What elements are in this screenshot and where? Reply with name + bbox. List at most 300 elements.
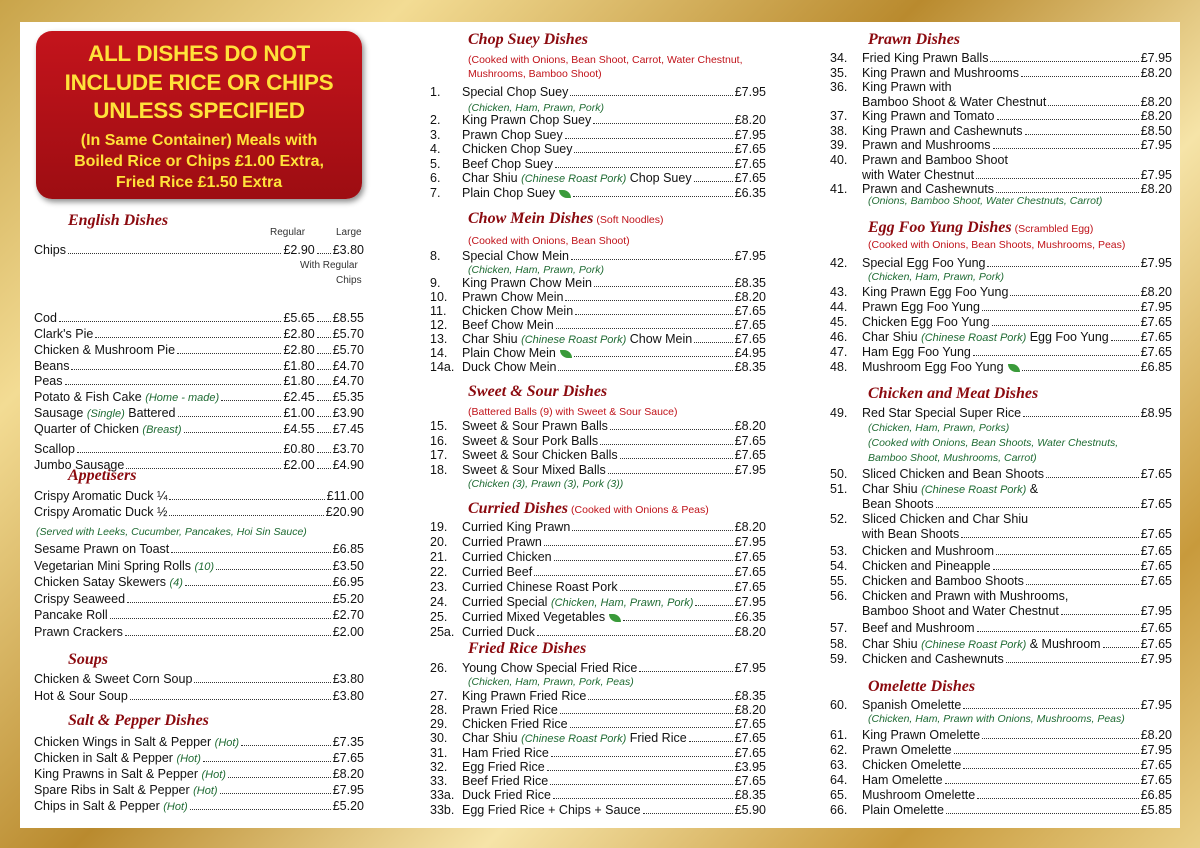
item-price: £6.35 — [734, 610, 766, 624]
item-name-text: Special Chow Mein — [462, 249, 569, 263]
menu-paper — [20, 22, 1180, 828]
item-name — [462, 186, 571, 201]
item-name-text: Chicken Omelette — [862, 758, 962, 772]
dot-leader — [565, 300, 732, 301]
section-title-chicken-meat: Chicken and Meat Dishes — [868, 385, 1039, 402]
item-number: 64. — [830, 773, 848, 787]
item-name — [862, 803, 944, 818]
dot-leader — [317, 432, 331, 433]
section-title-soups: Soups — [68, 651, 109, 668]
item-name-text: Spare Ribs in Salt & Pepper — [34, 783, 190, 797]
menu-item-row — [34, 783, 364, 798]
item-name — [34, 735, 239, 751]
menu-item-row — [34, 689, 364, 704]
menu-item-row — [430, 448, 766, 463]
item-name-text: Red Star Special Super Rice — [862, 406, 1022, 420]
item-name-text: Pancake Roll — [34, 608, 108, 622]
item-price: £7.65 — [734, 717, 766, 731]
item-number: 14. — [430, 346, 448, 360]
dot-leader — [643, 813, 733, 814]
item-price: £6.85 — [1140, 360, 1172, 374]
item-number: 66. — [830, 803, 848, 817]
item-price: £8.20 — [734, 625, 766, 639]
dot-leader — [177, 353, 281, 354]
item-price: £5.90 — [734, 803, 766, 817]
item-extra: (Chinese Roast Pork) — [921, 332, 1027, 344]
dot-leader — [556, 328, 733, 329]
item-price: £7.65 — [734, 580, 766, 594]
item-name-text: Prawn Chop Suey — [462, 128, 563, 142]
menu-item-row — [430, 85, 766, 100]
item-name — [862, 406, 1021, 421]
item-number: 33. — [430, 774, 448, 788]
item-price: £8.20 — [734, 520, 766, 534]
price-regular: £2.80 — [283, 327, 315, 341]
item-name-text: Prawn Egg Foo Yung — [862, 300, 980, 314]
item-number: 44. — [830, 300, 848, 314]
item-number: 42. — [830, 256, 848, 270]
item-price: £6.85 — [1140, 788, 1172, 802]
item-number: 41. — [830, 181, 848, 196]
price-large: £4.70 — [332, 359, 364, 373]
item-price: £7.65 — [734, 332, 766, 346]
item-name-text: Prawn Chow Mein — [462, 290, 564, 304]
dot-leader — [570, 95, 732, 96]
item-name-text: King Prawn and Mushrooms — [862, 65, 1020, 80]
item-number: 22. — [430, 565, 448, 579]
item-number: 38. — [830, 123, 848, 138]
item-price: £8.20 — [1140, 728, 1172, 742]
dot-leader — [317, 353, 331, 354]
item-name — [862, 728, 980, 743]
price-large: £3.90 — [332, 406, 364, 420]
menu-item-row — [34, 559, 364, 574]
item-price: £7.65 — [1140, 773, 1172, 787]
item-name — [862, 315, 990, 330]
item-name-text: Chicken & Sweet Corn Soup — [34, 672, 193, 686]
chow-mein-sub-1: (Chicken, Ham, Prawn, Pork) — [468, 264, 604, 276]
price-regular: £2.00 — [283, 458, 315, 472]
item-name — [462, 346, 572, 361]
item-name-text: Char Shiu — [862, 637, 918, 651]
item-name-text: King Prawn Omelette — [862, 728, 981, 742]
item-number: 24. — [430, 595, 448, 609]
egg-foo-title: Egg Foo Yung Dishes — [868, 219, 1012, 236]
dot-leader — [178, 416, 282, 417]
item-number: 6. — [430, 171, 441, 185]
dot-leader — [228, 777, 331, 778]
item-name-text: Potato & Fish Cake — [34, 390, 142, 404]
item-name-text: Curried Mixed Vegetables — [462, 610, 606, 624]
item-price: £7.95 — [332, 783, 364, 797]
item-extra: (Hot) — [163, 801, 188, 813]
item-price: £7.65 — [1140, 315, 1172, 329]
dot-leader — [65, 384, 282, 385]
item-name — [462, 731, 687, 747]
item-price: £7.65 — [734, 157, 766, 171]
dot-leader — [241, 745, 331, 746]
item-name — [34, 458, 124, 473]
item-number: 56. — [830, 589, 848, 603]
item-name — [34, 575, 183, 591]
item-name-text: Char Shiu — [462, 171, 518, 185]
item-price: £7.65 — [734, 774, 766, 788]
item-name-text: Mushroom Egg Foo Yung — [862, 360, 1004, 374]
dot-leader — [544, 545, 733, 546]
price-large: £4.70 — [332, 374, 364, 388]
item-name-text: Prawn Omelette — [862, 743, 952, 757]
dot-leader — [216, 569, 331, 570]
chow-mein-note: (Cooked with Onions, Bean Shoot) — [468, 235, 630, 247]
menu-item-row — [34, 799, 364, 814]
item-price: £8.20 — [1140, 65, 1172, 80]
item-price: £6.35 — [734, 186, 766, 200]
item-name-text: Vegetarian Mini Spring Rolls — [34, 558, 192, 573]
item-name — [34, 542, 169, 557]
item-price: £7.65 — [734, 318, 766, 332]
item-name-text: Chips in Salt & Pepper — [34, 799, 160, 813]
item-number: 5. — [430, 157, 441, 171]
dot-leader — [961, 537, 1138, 538]
item-price: £8.20 — [1140, 109, 1172, 123]
dot-leader — [1046, 477, 1139, 478]
item-name — [34, 799, 188, 815]
menu-item-row — [430, 610, 766, 625]
menu-item-row — [830, 66, 1172, 81]
menu-item-row — [830, 482, 1172, 497]
dot-leader — [639, 671, 732, 672]
item-name-suffix: Chop Suey — [629, 171, 692, 185]
item-name — [462, 788, 551, 803]
dot-leader — [1010, 295, 1138, 296]
item-name-line2: with Water Chestnut — [862, 167, 975, 182]
menu-item-row — [34, 608, 364, 623]
dot-leader — [555, 167, 733, 168]
banner-line-4: (In Same Container) Meals with — [80, 131, 318, 149]
item-price: £3.50 — [332, 558, 364, 573]
menu-item-row — [830, 589, 1172, 604]
menu-item-row — [430, 746, 766, 761]
chop-suey-note-2: Mushrooms, Bamboo Shoot) — [468, 68, 602, 80]
dot-leader — [1061, 614, 1139, 615]
menu-item-row — [430, 625, 766, 640]
curried-title: Curried Dishes — [468, 500, 569, 517]
menu-item-row — [430, 595, 766, 610]
item-number: 26. — [430, 661, 448, 675]
menu-item-row — [430, 788, 766, 803]
menu-item-row — [830, 544, 1172, 559]
item-name — [34, 327, 93, 342]
item-name-text: Quarter of Chicken — [34, 422, 139, 436]
dot-leader — [695, 605, 732, 606]
item-name-suffix: & Mushroom — [1029, 637, 1101, 651]
item-name-text: King Prawn with — [862, 80, 952, 94]
item-name-text: Chicken & Mushroom Pie — [34, 343, 176, 357]
section-title-english: English Dishes — [68, 212, 169, 229]
item-name — [862, 182, 994, 197]
menu-item-row-continued — [830, 527, 1172, 542]
banner-line-2: INCLUDE RICE OR CHIPS — [64, 69, 334, 95]
menu-item-row — [34, 625, 364, 640]
item-number: 55. — [830, 574, 848, 588]
menu-item-row — [430, 186, 766, 201]
dot-leader — [608, 473, 733, 474]
item-price: £8.20 — [1140, 95, 1172, 109]
item-price: £7.95 — [734, 128, 766, 142]
item-name-line2: Bamboo Shoot & Water Chestnut — [862, 95, 1047, 109]
dot-leader — [317, 253, 331, 254]
menu-item-row — [430, 703, 766, 718]
menu-item-row — [830, 138, 1172, 153]
menu-item-row — [830, 637, 1172, 652]
header-regular: Regular — [270, 227, 306, 238]
menu-item-row — [430, 731, 766, 746]
item-number: 57. — [830, 621, 848, 635]
dot-leader — [71, 369, 281, 370]
dot-leader — [1048, 105, 1138, 106]
item-price: £3.80 — [332, 689, 364, 703]
item-name — [462, 448, 618, 463]
item-price: £7.65 — [1140, 544, 1172, 558]
item-name — [34, 442, 75, 457]
item-number: 46. — [830, 330, 848, 344]
dot-leader — [126, 468, 281, 469]
item-name — [462, 171, 692, 187]
item-name-text: Beef Chop Suey — [462, 157, 554, 171]
item-price: £6.85 — [332, 542, 364, 556]
item-price: £7.95 — [1140, 51, 1172, 65]
dot-leader — [317, 384, 331, 385]
price-large: £5.70 — [332, 343, 364, 357]
item-name-suffix: & — [1029, 482, 1039, 496]
dot-leader — [1025, 134, 1139, 135]
dot-leader — [317, 400, 331, 401]
item-name-text: Plain Chow Mein — [462, 346, 556, 360]
item-name — [862, 345, 971, 360]
dot-leader — [1026, 584, 1139, 585]
item-name — [862, 637, 1101, 653]
item-name — [862, 153, 1008, 168]
item-name — [862, 788, 975, 803]
dot-leader — [130, 699, 331, 700]
item-name-text: Chicken Egg Foo Yung — [862, 315, 990, 329]
item-name — [862, 512, 1028, 527]
item-number: 43. — [830, 285, 848, 299]
menu-item-row — [830, 285, 1172, 300]
item-price: £5.20 — [332, 591, 364, 606]
item-number: 61. — [830, 728, 848, 742]
item-price: £7.65 — [332, 751, 364, 765]
item-price: £7.65 — [1140, 527, 1172, 541]
item-name-text: Prawn and Cashewnuts — [862, 181, 995, 196]
menu-item-row — [34, 505, 364, 520]
menu-item-row — [34, 542, 364, 557]
dot-leader — [77, 452, 281, 453]
item-name-text: Cod — [34, 311, 57, 325]
dot-leader — [95, 337, 281, 338]
menu-item-row — [430, 157, 766, 172]
item-name-text: Curried Chinese Roast Pork — [462, 580, 618, 594]
menu-item-row — [34, 343, 364, 358]
chicken-note-3: Bamboo Shoot, Mushrooms, Carrot) — [868, 452, 1037, 464]
item-name-text: Beef Chow Mein — [462, 318, 554, 332]
item-number: 27. — [430, 689, 448, 703]
dot-leader — [1103, 647, 1139, 648]
item-number: 63. — [830, 758, 848, 772]
item-price: £7.65 — [1140, 330, 1172, 344]
item-price: £7.65 — [1140, 497, 1172, 511]
menu-item-row — [830, 773, 1172, 788]
item-price: £7.95 — [734, 535, 766, 549]
header-large: Large — [336, 227, 362, 238]
item-extra: (Single) — [86, 408, 125, 420]
dot-leader — [588, 699, 732, 700]
item-name — [462, 113, 591, 128]
dot-leader — [110, 618, 331, 619]
item-price: £7.95 — [1140, 138, 1172, 152]
item-name-text: Chicken and Mushroom — [862, 544, 995, 558]
item-number: 33a. — [430, 788, 455, 802]
dot-leader — [963, 708, 1138, 709]
dot-leader — [565, 138, 733, 139]
dot-leader — [574, 152, 732, 153]
item-extra: (4) — [169, 577, 183, 589]
item-name — [862, 773, 943, 788]
menu-item-row — [34, 735, 364, 750]
vegetarian-leaf-icon — [560, 350, 572, 358]
dot-leader — [973, 355, 1139, 356]
item-price: £8.35 — [734, 689, 766, 703]
item-name-text: Prawn and Bamboo Shoot — [862, 152, 1008, 167]
item-name — [462, 774, 548, 789]
item-extra: (Chicken, Ham, Prawn, Pork) — [550, 597, 694, 609]
item-price: £4.95 — [734, 346, 766, 360]
item-name — [862, 124, 1023, 139]
item-number: 49. — [830, 406, 848, 420]
item-extra: (Hot) — [193, 785, 218, 797]
item-number: 39. — [830, 138, 848, 152]
item-name-text: Egg Fried Rice + Chips + Sauce — [462, 803, 641, 817]
item-name — [862, 544, 994, 559]
price-large: £3.80 — [332, 243, 364, 257]
item-name-text: Beef and Mushroom — [862, 621, 975, 635]
item-extra: (10) — [194, 560, 215, 573]
item-name — [862, 360, 1020, 375]
menu-item-row-continued — [830, 168, 1172, 183]
notice-banner — [36, 31, 362, 199]
menu-item-row — [430, 717, 766, 732]
item-name-text: Sweet & Sour Chicken Balls — [462, 448, 618, 462]
item-price: £7.95 — [734, 249, 766, 263]
item-number: 52. — [830, 512, 848, 526]
item-name-text: Ham Egg Foo Yung — [862, 345, 971, 359]
menu-item-row-continued — [830, 95, 1172, 110]
item-name-text: King Prawn Chop Suey — [462, 113, 592, 127]
item-name-text: King Prawn Chow Mein — [462, 276, 592, 290]
menu-item-row — [34, 575, 364, 590]
item-number: 37. — [830, 109, 848, 123]
vegetarian-leaf-icon — [559, 190, 571, 198]
dot-leader — [317, 369, 331, 370]
item-number: 53. — [830, 544, 848, 558]
item-name-text: Chicken Fried Rice — [462, 717, 568, 731]
fried-rice-sub: (Chicken, Ham, Prawn, Pork, Peas) — [468, 676, 634, 688]
menu-item-row — [830, 621, 1172, 636]
menu-item-row — [34, 390, 364, 405]
item-number: 50. — [830, 467, 848, 481]
item-name — [862, 80, 952, 95]
dot-leader — [317, 337, 331, 338]
item-price: £8.20 — [332, 767, 364, 781]
item-number: 10. — [430, 290, 448, 304]
item-number: 13. — [430, 332, 448, 346]
item-extra: (Hot) — [201, 769, 226, 781]
item-number: 34. — [830, 51, 848, 65]
item-number: 2. — [430, 113, 441, 127]
dot-leader — [993, 148, 1139, 149]
item-number: 65. — [830, 788, 848, 802]
item-name-text: Mushroom Omelette — [862, 788, 976, 802]
item-name — [462, 276, 592, 291]
item-number: 48. — [830, 360, 848, 374]
item-price: £8.35 — [734, 788, 766, 802]
menu-item-row — [430, 535, 766, 550]
item-name-text: Curried Special — [462, 595, 548, 609]
item-name — [862, 559, 991, 574]
dot-leader — [620, 458, 733, 459]
chicken-note-2: (Cooked with Onions, Bean Shoots, Water Chestnuts, — [868, 437, 1119, 449]
menu-item-row — [830, 182, 1172, 197]
dot-leader — [954, 753, 1139, 754]
menu-item-row — [830, 51, 1172, 66]
menu-item-row — [830, 512, 1172, 527]
menu-item-row — [830, 330, 1172, 345]
dot-leader — [190, 809, 331, 810]
dot-leader — [997, 119, 1139, 120]
item-name-text: Char Shiu — [862, 482, 918, 496]
price-regular: £1.80 — [283, 359, 315, 373]
item-name — [862, 758, 961, 773]
dot-leader — [59, 321, 282, 322]
item-number: 14a. — [430, 360, 455, 374]
banner-line-1: ALL DISHES DO NOT — [88, 41, 310, 66]
dot-leader — [573, 196, 733, 197]
dot-leader — [184, 432, 282, 433]
menu-item-row — [830, 788, 1172, 803]
item-number: 47. — [830, 345, 848, 359]
chicken-note-1: (Chicken, Ham, Prawn, Porks) — [868, 422, 1010, 434]
item-name — [462, 434, 598, 449]
dot-leader — [169, 515, 323, 516]
item-name — [34, 489, 167, 504]
item-number: 54. — [830, 559, 848, 573]
item-name — [34, 767, 226, 783]
dot-leader — [574, 356, 733, 357]
dot-leader — [946, 813, 1139, 814]
appetisers-note: (Served with Leeks, Cucumber, Pancakes, Hoi Sin Sauce) — [36, 526, 307, 538]
item-name — [462, 318, 554, 333]
menu-item-row — [34, 458, 364, 473]
item-name-text: Sliced Chicken and Char Shiu — [862, 512, 1029, 526]
item-price: £7.65 — [734, 448, 766, 462]
item-name — [462, 625, 535, 640]
item-price: £7.65 — [734, 550, 766, 564]
menu-item-row — [830, 109, 1172, 124]
item-price: £7.95 — [1140, 256, 1172, 270]
menu-item-row — [430, 318, 766, 333]
menu-item-row — [430, 803, 766, 818]
item-name — [34, 243, 66, 258]
